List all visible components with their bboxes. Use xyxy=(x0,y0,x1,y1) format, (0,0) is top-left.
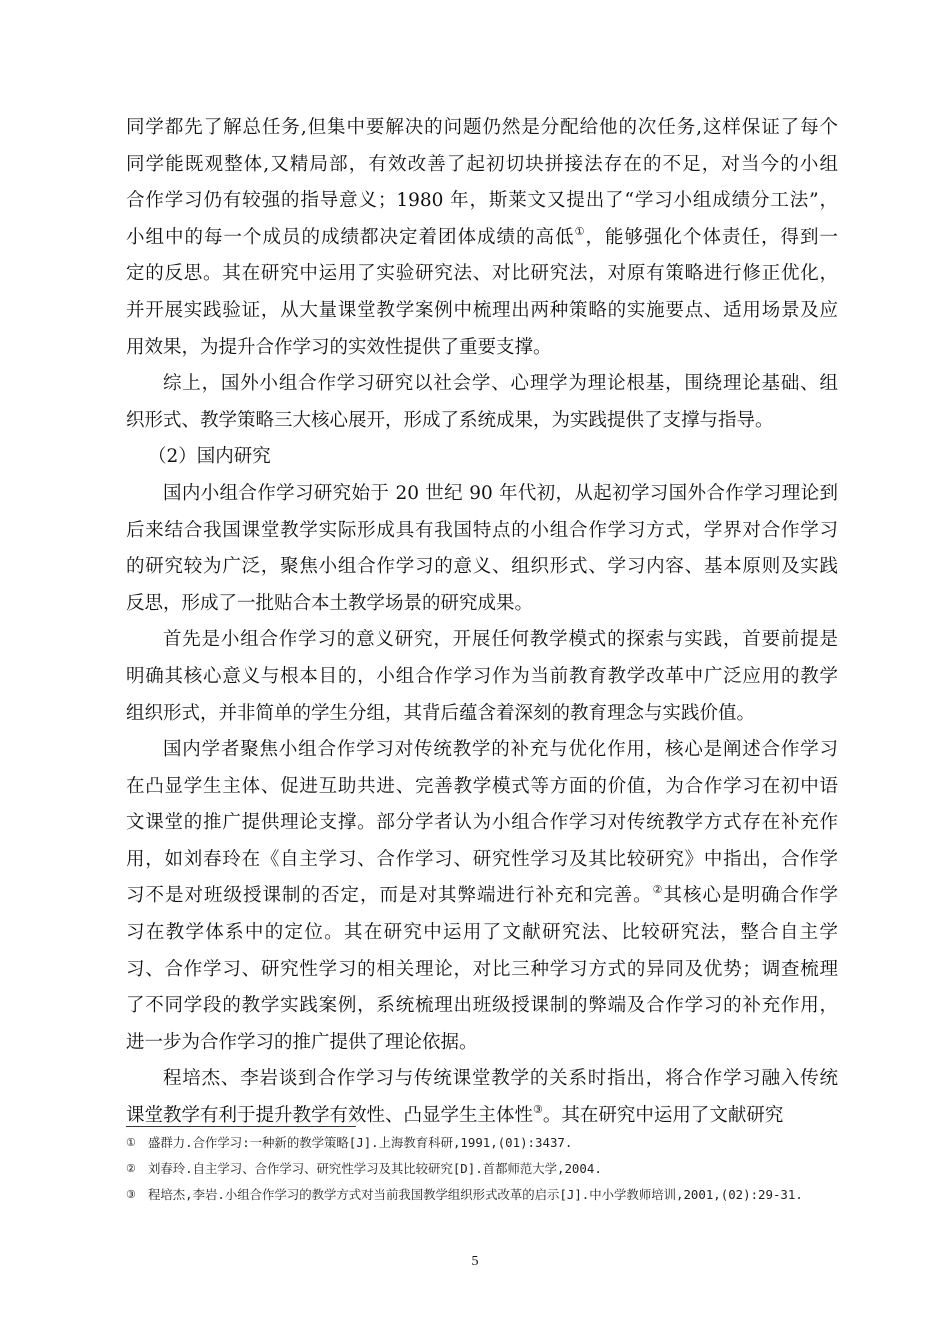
footnote-mark: ③ xyxy=(126,1188,136,1201)
paragraph-line: 合作学习仍有较强的指导意义；1980 年，斯莱文又提出了“学习小组成绩分工法”， xyxy=(126,190,838,212)
paragraph-line: 定的反思。其在研究中运用了实验研究法、对比研究法，对原有策略进行修正优化， xyxy=(126,263,838,285)
paragraph-line: 用，如刘春玲在《自主学习、合作学习、研究性学习及其比较研究》中指出，合作学 xyxy=(126,848,838,870)
footnote-ref-2[interactable]: ② xyxy=(652,883,664,897)
footnote-mark: ① xyxy=(126,1136,136,1149)
footnote-item xyxy=(126,1135,838,1151)
paragraph-line: 织形式、教学策略三大核心展开，形成了系统成果，为实践提供了支撑与指导。 xyxy=(126,409,774,431)
text-segment: 小组中的每一个成员的成绩都决定着团体成绩的高低 xyxy=(126,226,575,248)
footnote-text: 程培杰,李岩.小组合作学习的教学方式对当前我国教学组织形式改革的启示[J].中小学教师培训,2001,(02):29-31. xyxy=(148,1187,803,1202)
footnote-ref-1[interactable]: ① xyxy=(574,224,586,238)
paragraph-line: 并开展实践验证，从大量课堂教学案例中梳理出两种策略的实施要点、适用场景及应 xyxy=(126,299,838,321)
paragraph-line: 了不同学段的教学实践案例，系统梳理出班级授课制的弊端及合作学习的补充作用， xyxy=(126,995,838,1017)
paragraph-line: 习、合作学习、研究性学习的相关理论，对比三种学习方式的异同及优势；调查梳理 xyxy=(126,958,838,980)
paragraph-line: 国内小组合作学习研究始于 20 世纪 90 年代初，从起初学习国外合作学习理论到 xyxy=(163,482,838,504)
paragraph-line: 程培杰、李岩谈到合作学习与传统课堂教学的关系时指出，将合作学习融入传统 xyxy=(163,1068,838,1090)
footnotes xyxy=(126,1135,838,1213)
paragraph-line: 在凸显学生主体、促进互助共进、完善教学模式等方面的价值，为合作学习在初中语 xyxy=(126,775,838,797)
paragraph-line: 反思，形成了一批贴合本土教学场景的研究成果。 xyxy=(126,592,534,614)
footnote-text: 刘春玲.自主学习、合作学习、研究性学习及其比较研究[D].首都师范大学,2004. xyxy=(148,1161,602,1176)
paragraph-line: 后来结合我国课堂教学实际形成具有我国特点的小组合作学习方式，学界对合作学习 xyxy=(126,519,838,541)
footnote-mark: ② xyxy=(126,1162,136,1175)
text-segment: 习不是对班级授课制的否定，而是对其弊端进行补充和完善。 xyxy=(126,885,653,907)
paragraph-line: 习在教学体系中的定位。其在研究中运用了文献研究法、比较研究法，整合自主学 xyxy=(126,922,838,944)
paragraph-line xyxy=(126,1098,838,1135)
paragraph-line: 文课堂的推广提供理论支撑。部分学者认为小组合作学习对传统教学方式存在补充作 xyxy=(126,812,838,834)
paragraph-line: 明确其核心意义与根本目的，小组合作学习作为当前教育教学改革中广泛应用的教学 xyxy=(126,665,838,687)
text-segment: 课堂教学有利于提升教学有效性、凸显学生主体性 xyxy=(126,1105,534,1127)
paragraph-line xyxy=(126,878,838,915)
text-segment: ，能够强化个体责任，得到一 xyxy=(585,226,838,248)
footnote-text: 盛群力.合作学习:一种新的教学策略[J].上海教育科研,1991,(01):3437. xyxy=(148,1135,573,1150)
paragraph-line: 综上，国外小组合作学习研究以社会学、心理学为理论根基，围绕理论基础、组 xyxy=(163,373,838,395)
paragraph-line: 进一步为合作学习的推广提供了理论依据。 xyxy=(126,1031,478,1053)
section-heading: （2）国内研究 xyxy=(148,446,271,468)
paragraph-line: 同学都先了解总任务,但集中要解决的问题仍然是分配给他的次任务,这样保证了每个 xyxy=(126,117,838,138)
paragraph-line: 同学能既观整体,又精局部，有效改善了起初切块拼接法存在的不足，对当今的小组 xyxy=(126,153,838,175)
paragraph-line xyxy=(126,220,838,257)
paragraph-line: 的研究较为广泛，聚焦小组合作学习的意义、组织形式、学习内容、基本原则及实践 xyxy=(126,556,838,578)
body-text xyxy=(126,110,838,1135)
footnote-ref-3[interactable]: ③ xyxy=(533,1103,543,1117)
footnote-separator xyxy=(126,1126,356,1127)
paragraph-line: 用效果，为提升合作学习的实效性提供了重要支撑。 xyxy=(126,336,552,358)
text-segment: 。其在研究中运用了文献研究 xyxy=(542,1105,784,1127)
footnote-item xyxy=(126,1187,838,1203)
paragraph-line: 首先是小组合作学习的意义研究，开展任何教学模式的探索与实践，首要前提是 xyxy=(163,629,838,651)
text-segment: 其核心是明确合作学 xyxy=(663,885,838,907)
paragraph-line: 组织形式，并非简单的学生分组，其背后蕴含着深刻的教育理念与实践价值。 xyxy=(126,702,756,724)
footnote-item xyxy=(126,1161,838,1177)
paragraph-line: 国内学者聚焦小组合作学习对传统教学的补充与优化作用，核心是阐述合作学习 xyxy=(163,739,838,761)
page-number: 5 xyxy=(471,1254,479,1269)
